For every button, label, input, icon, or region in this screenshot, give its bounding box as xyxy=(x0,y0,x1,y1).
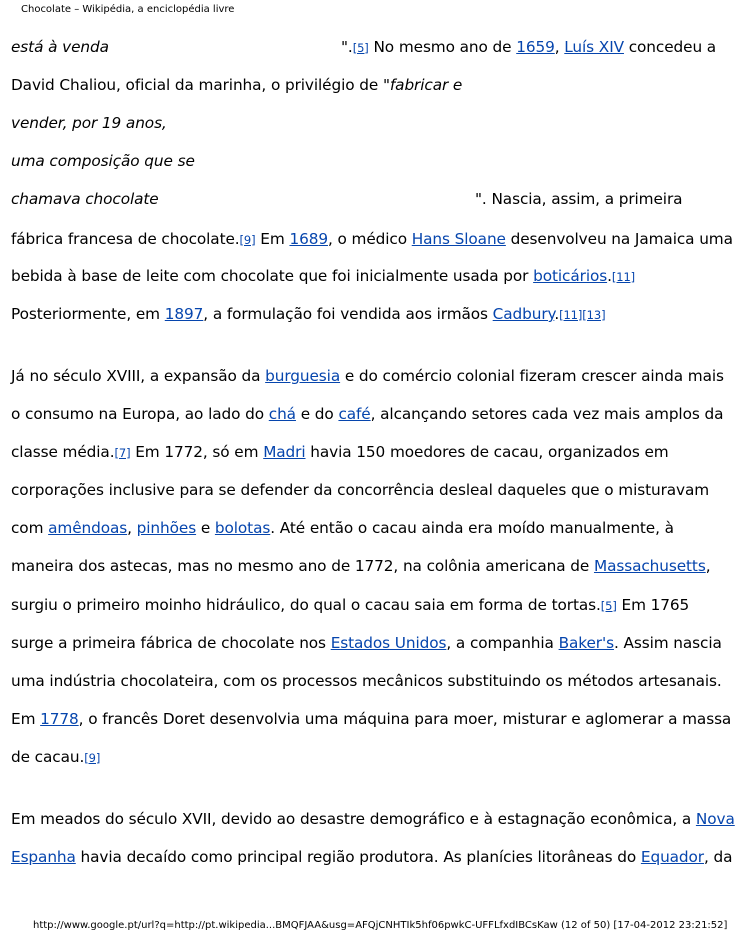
text-line: corporações inclusive para se defender da concorrência desleal daqueles que o misturavam xyxy=(11,481,710,499)
link-cha[interactable]: chá xyxy=(268,405,296,423)
link-bakers[interactable]: Baker's xyxy=(558,634,614,652)
reference-link[interactable]: [7] xyxy=(114,446,131,460)
link-bolotas[interactable]: bolotas xyxy=(214,519,271,537)
text-line: surge a primeira fábrica de chocolate nos Estados Unidos, a companhia Baker's. Assim nascia xyxy=(11,634,722,652)
text-line: Posteriormente, em 1897, a formulação foi vendida aos irmãos Cadbury.[11][13] xyxy=(11,305,606,323)
link-madri[interactable]: Madri xyxy=(263,443,306,461)
page-header-title: Chocolate – Wikipédia, a enciclopédia livre xyxy=(21,4,235,15)
text-line: o consumo na Europa, ao lado do chá e do café, alcançando setores cada vez mais amplos da xyxy=(11,405,724,423)
text-line: classe média.[7] Em 1772, só em Madri havia 150 moedores de cacau, organizados em xyxy=(11,443,669,461)
link-1897[interactable]: 1897 xyxy=(164,305,204,323)
link-luis-xiv[interactable]: Luís XIV xyxy=(564,38,624,56)
text-line: Em meados do século XVII, devido ao desastre demográfico e à estagnação econômica, a Nova xyxy=(11,810,735,828)
text-line: uma indústria chocolateira, com os processos mecânicos substituindo os métodos artesanais. xyxy=(11,672,722,690)
text-line: Espanha havia decaído como principal região produtora. As planícies litorâneas do Equador, da xyxy=(11,848,733,866)
italic-text: chamava chocolate xyxy=(11,190,159,208)
reference-link[interactable]: [11] xyxy=(611,270,636,284)
link-1689[interactable]: 1689 xyxy=(289,230,328,248)
text-line: David Chaliou, oficial da marinha, o privilégio de "fabricar e xyxy=(11,76,463,94)
text-line: com amêndoas, pinhões e bolotas. Até então o cacau ainda era moído manualmente, à xyxy=(11,519,674,537)
text-line: Em 1778, o francês Doret desenvolvia uma máquina para moer, misturar e aglomerar a massa xyxy=(11,710,732,728)
link-boticarios[interactable]: boticários xyxy=(533,267,608,285)
reference-link[interactable]: [13] xyxy=(582,308,606,322)
text-line: Já no século XVIII, a expansão da burguesia e do comércio colonial fizeram crescer ainda mais xyxy=(11,367,724,385)
text-line xyxy=(11,37,716,57)
reference-link[interactable]: [5] xyxy=(352,41,369,55)
line-continuation: ". Nascia, assim, a primeira xyxy=(475,190,683,208)
link-cafe[interactable]: café xyxy=(338,405,371,423)
page-footer-url: http://www.google.pt/url?q=http://pt.wikipedia...BMQFJAA&usg=AFQjCNHTIk5hf06pwkC-UFFLfxdIBCsKaw (12 of 50) [17-04-2012 23:21:52] xyxy=(33,920,728,931)
reference-link[interactable]: [9] xyxy=(239,233,256,247)
link-1659[interactable]: 1659 xyxy=(516,38,555,56)
link-hans-sloane[interactable]: Hans Sloane xyxy=(411,230,506,248)
link-estados-unidos[interactable]: Estados Unidos xyxy=(330,634,447,652)
text-line: bebida à base de leite com chocolate que foi inicialmente usada por boticários.[11] xyxy=(11,267,636,285)
italic-text: vender, por 19 anos, xyxy=(11,114,167,132)
link-espanha[interactable]: Espanha xyxy=(11,848,76,866)
reference-link[interactable]: [5] xyxy=(600,599,617,613)
reference-link[interactable]: [11] xyxy=(559,308,583,322)
link-amendoas[interactable]: amêndoas xyxy=(48,519,128,537)
link-cadbury[interactable]: Cadbury xyxy=(492,305,555,323)
italic-text: uma composição que se xyxy=(11,152,195,170)
italic-text: fabricar e xyxy=(389,76,463,94)
text-line: surgiu o primeiro moinho hidráulico, do qual o cacau saia em forma de tortas.[5] Em 1765 xyxy=(11,596,690,614)
text-line: maneira dos astecas, mas no mesmo ano de 1772, na colônia americana de Massachusetts, xyxy=(11,557,711,575)
italic-text: está à venda xyxy=(11,38,109,56)
text-line: fábrica francesa de chocolate.[9] Em 1689, o médico Hans Sloane desenvolveu na Jamaica uma xyxy=(11,230,733,248)
link-burguesia[interactable]: burguesia xyxy=(265,367,341,385)
text-line xyxy=(11,151,716,171)
line-continuation: ".[5] No mesmo ano de 1659, Luís XIV concedeu a xyxy=(341,38,717,56)
text-line: de cacau.[9] xyxy=(11,748,101,766)
text-line xyxy=(11,113,716,133)
text-line xyxy=(11,189,716,209)
link-nova-espanha[interactable]: Nova xyxy=(695,810,735,828)
link-equador[interactable]: Equador xyxy=(640,848,704,866)
link-pinhoes[interactable]: pinhões xyxy=(136,519,197,537)
link-massachusetts[interactable]: Massachusetts xyxy=(593,557,706,575)
reference-link[interactable]: [9] xyxy=(84,751,101,765)
link-1778[interactable]: 1778 xyxy=(40,710,79,728)
